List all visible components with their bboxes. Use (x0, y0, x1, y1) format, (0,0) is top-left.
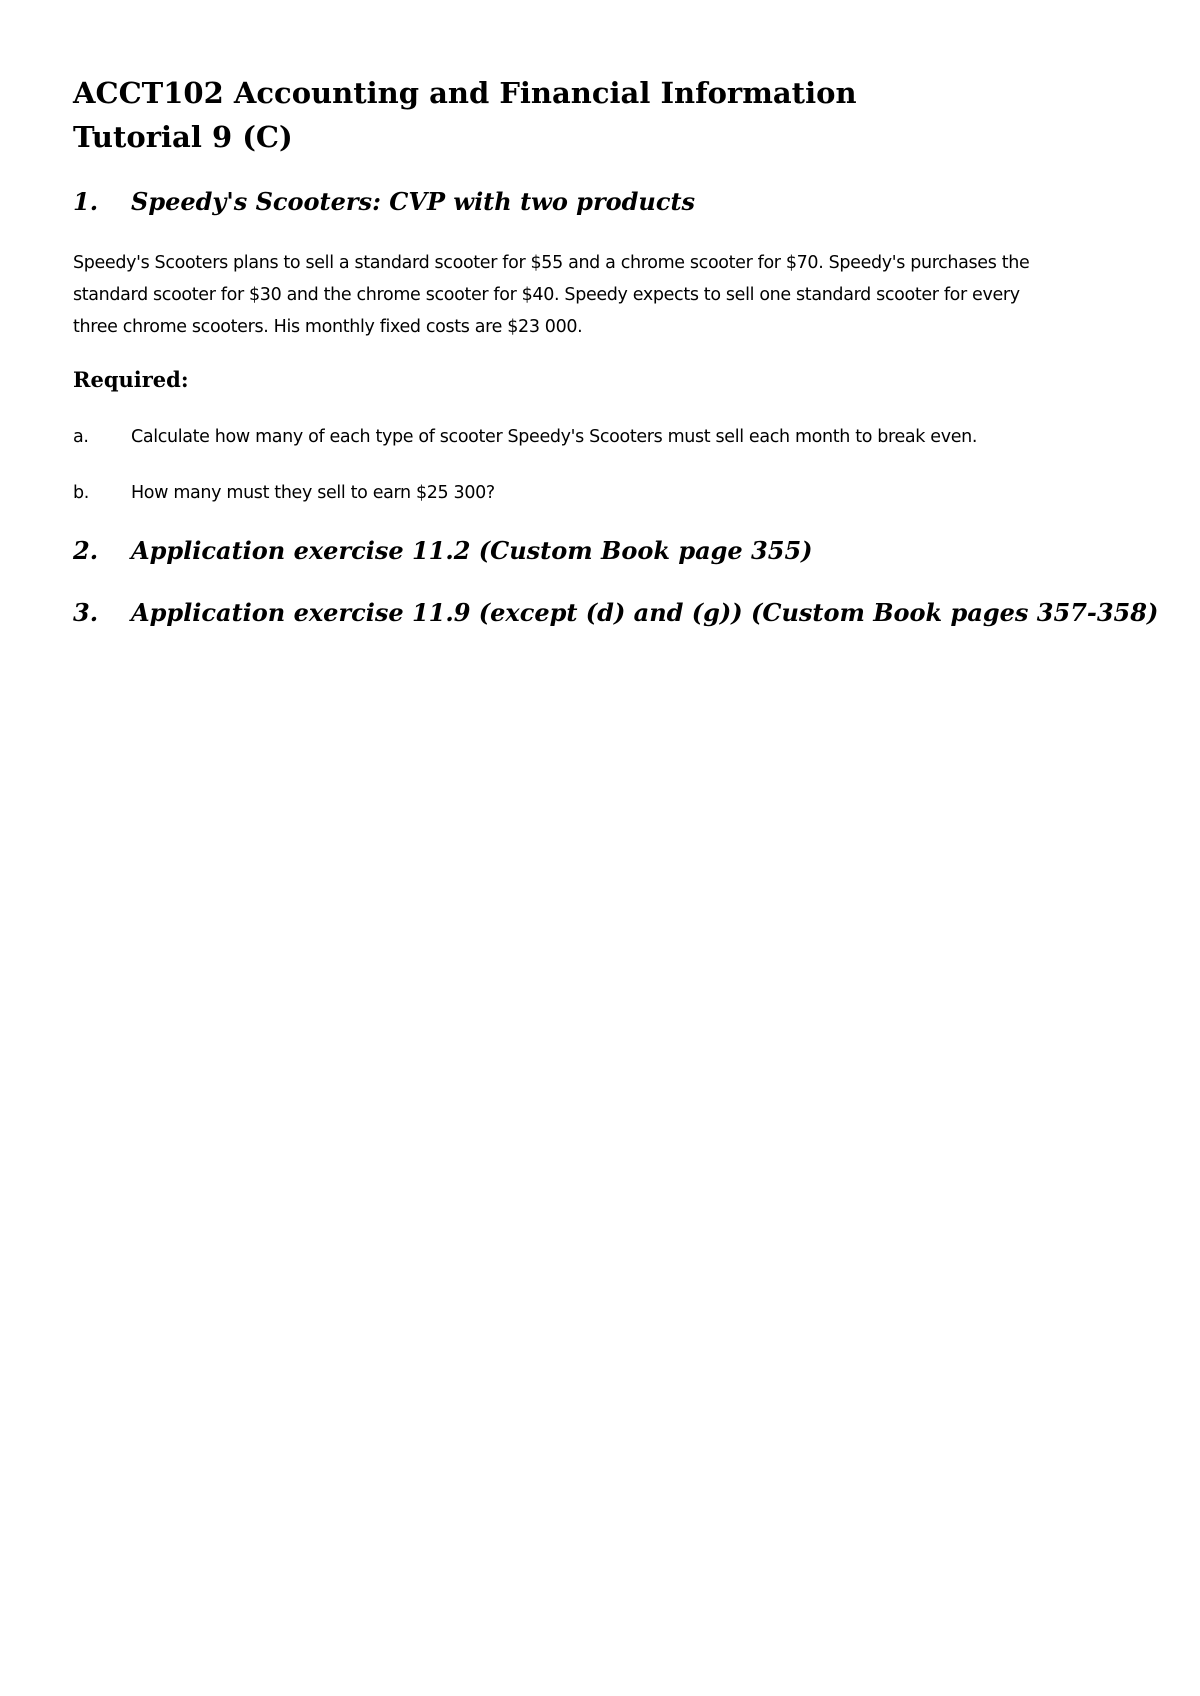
document-title: ACCT102 Accounting and Financial Information (73, 76, 857, 110)
question-1-body (73, 247, 1113, 343)
required-label: Required: (73, 367, 189, 392)
required-item-text: How many must they sell to earn $25 300? (131, 483, 495, 503)
question-3-title: Application exercise 11.9 (except (d) and (g)) (Custom Book pages 357-358) (131, 598, 1159, 627)
question-3-number: 3. (73, 598, 99, 627)
required-item-text: Calculate how many of each type of scooter Speedy's Scooters must sell each month to break even. (131, 427, 978, 447)
required-item-a (73, 423, 977, 451)
document-subtitle: Tutorial 9 (C) (73, 120, 293, 154)
question-2-title: Application exercise 11.2 (Custom Book page 355) (131, 536, 813, 565)
required-item-b (73, 479, 495, 507)
question-1-body-line: three chrome scooters. His monthly fixed costs are $23 000. (73, 317, 583, 337)
question-2-number: 2. (73, 536, 99, 565)
question-1-number: 1. (73, 187, 99, 216)
question-1-body-line: Speedy's Scooters plans to sell a standard scooter for $55 and a chrome scooter for $70. Speedy's purchases the (73, 253, 1030, 273)
question-2-heading (73, 536, 813, 566)
question-1-body-line: standard scooter for $30 and the chrome scooter for $40. Speedy expects to sell one standard scooter for every (73, 285, 1020, 305)
required-item-letter: a. (73, 427, 89, 447)
question-1-heading (73, 187, 695, 217)
required-item-letter: b. (73, 483, 89, 503)
question-3-heading (73, 598, 1158, 628)
question-1-title: Speedy's Scooters: CVP with two products (131, 187, 696, 216)
